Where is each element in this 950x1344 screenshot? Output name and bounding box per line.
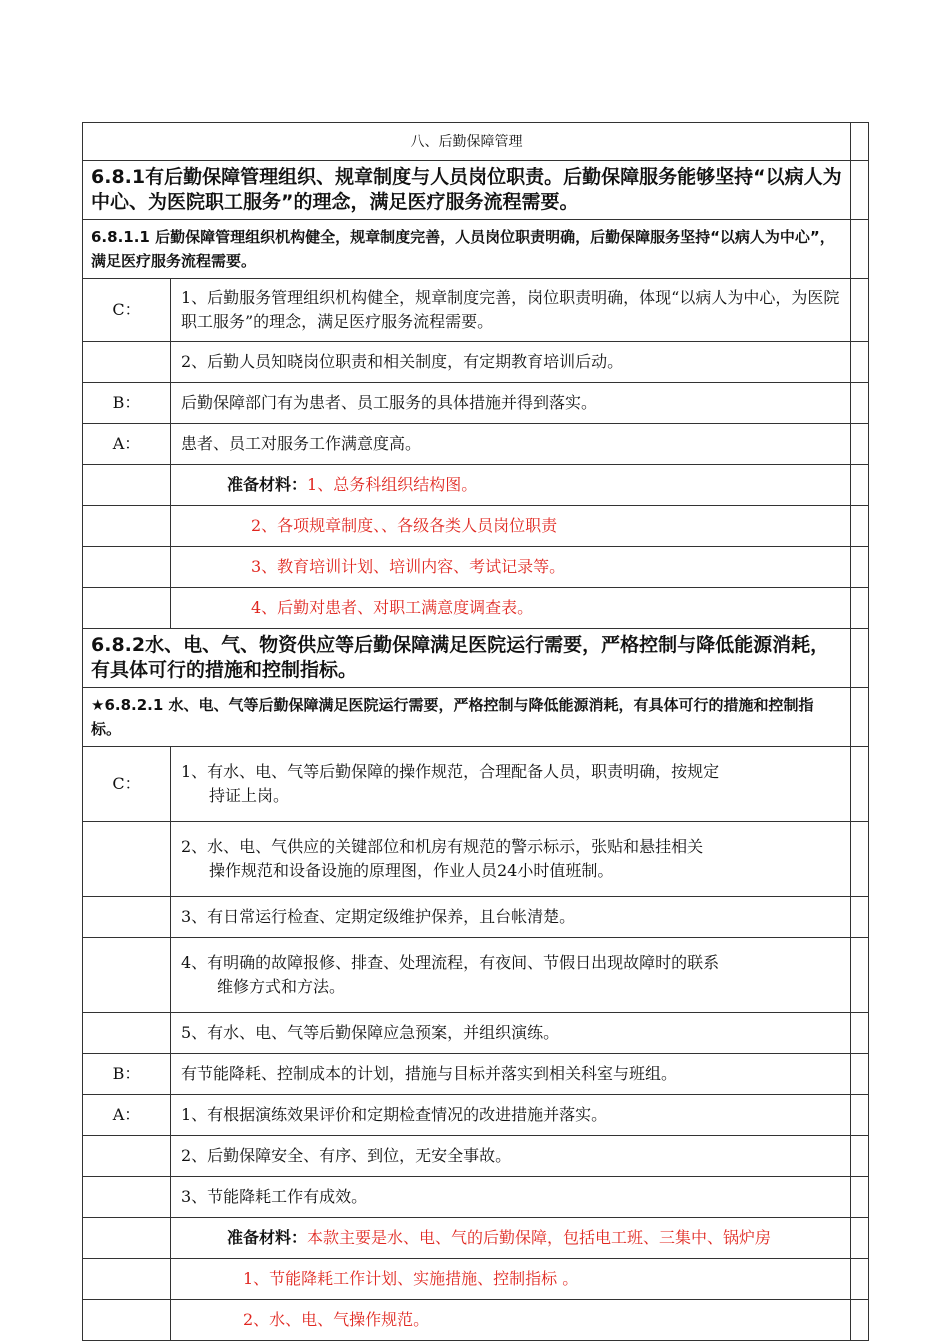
table-row <box>83 1136 869 1177</box>
heading-row <box>83 629 869 688</box>
criterion-text: 1、后勤服务管理组织机构健全，规章制度完善，岗位职责明确，体现“以病人为中心，为医院职工服务”的理念，满足医疗服务流程需要。 <box>171 279 851 342</box>
table-row <box>83 1218 869 1259</box>
materials-row <box>171 465 851 506</box>
materials-item: 3、教育培训计划、培训内容、考试记录等。 <box>171 547 851 588</box>
table-row <box>83 465 869 506</box>
materials-item: 2、水、电、气操作规范。 <box>171 1300 851 1341</box>
subheading-6-8-1-1: 6.8.1.1 后勤保障管理组织机构健全，规章制度完善，人员岗位职责明确，后勤保障服务坚持“以病人为中心”，满足医疗服务流程需要。 <box>83 220 851 279</box>
table-row <box>83 279 869 342</box>
document-table-wrapper <box>82 122 868 1341</box>
grade-label-a: A： <box>83 424 171 465</box>
criterion-text: 患者、员工对服务工作满意度高。 <box>171 424 851 465</box>
materials-item: 1、节能降耗工作计划、实施措施、控制指标 。 <box>171 1259 851 1300</box>
materials-label: 准备材料： <box>227 475 308 494</box>
criterion-text: 3、节能降耗工作有成效。 <box>171 1177 851 1218</box>
table-row <box>83 1013 869 1054</box>
heading-6-8-1: 6.8.1有后勤保障管理组织、规章制度与人员岗位职责。后勤保障服务能够坚持“以病人为中心、为医院职工服务”的理念，满足医疗服务流程需要。 <box>83 161 851 220</box>
heading-row <box>83 161 869 220</box>
table-row <box>83 1054 869 1095</box>
table-row <box>83 547 869 588</box>
criterion-text: 有节能降耗、控制成本的计划，措施与目标并落实到相关科室与班组。 <box>171 1054 851 1095</box>
criterion-text: 1、有根据演练效果评价和定期检查情况的改进措施并落实。 <box>171 1095 851 1136</box>
table-row <box>83 424 869 465</box>
subheading-row <box>83 220 869 279</box>
section-title-row <box>83 123 869 161</box>
materials-intro: 本款主要是水、电、气的后勤保障，包括电工班、三集中、锅炉房 <box>307 1228 772 1247</box>
table-row <box>83 1177 869 1218</box>
table-row <box>83 383 869 424</box>
materials-item: 2、各项规章制度、、各级各类人员岗位职责 <box>171 506 851 547</box>
criterion-text: 3、有日常运行检查、定期定级维护保养，且台帐清楚。 <box>171 897 851 938</box>
heading-6-8-2: 6.8.2水、电、气、物资供应等后勤保障满足医院运行需要，严格控制与降低能源消耗，有具体可行的措施和控制指标。 <box>83 629 851 688</box>
criterion-text: 5、有水、电、气等后勤保障应急预案，并组织演练。 <box>171 1013 851 1054</box>
criterion-text: 1、有水、电、气等后勤保障的操作规范，合理配备人员，职责明确，按规定 持证上岗。 <box>171 747 851 822</box>
standards-table <box>82 122 869 1341</box>
table-row <box>83 822 869 897</box>
subheading-6-8-2-1: ★6.8.2.1 水、电、气等后勤保障满足医院运行需要，严格控制与降低能源消耗，有具体可行的措施和控制指标。 <box>83 688 851 747</box>
subheading-row <box>83 688 869 747</box>
criterion-text: 2、后勤人员知晓岗位职责和相关制度，有定期教育培训后动。 <box>171 342 851 383</box>
table-row <box>83 506 869 547</box>
criterion-text: 2、水、电、气供应的关键部位和机房有规范的警示标示，张贴和悬挂相关 操作规范和设备设施的原理图，作业人员24小时值班制。 <box>171 822 851 897</box>
materials-item: 1、总务科组织结构图。 <box>307 475 478 494</box>
table-row <box>83 342 869 383</box>
grade-label-c: C： <box>83 747 171 822</box>
table-row <box>83 1300 869 1341</box>
materials-row <box>171 1218 851 1259</box>
table-row <box>83 897 869 938</box>
section-title: 八、后勤保障管理 <box>83 123 851 161</box>
materials-item: 4、后勤对患者、对职工满意度调查表。 <box>171 588 851 629</box>
criterion-text: 2、后勤保障安全、有序、到位，无安全事故。 <box>171 1136 851 1177</box>
criterion-text: 后勤保障部门有为患者、员工服务的具体措施并得到落实。 <box>171 383 851 424</box>
grade-label-b: B： <box>83 383 171 424</box>
grade-label-a: A： <box>83 1095 171 1136</box>
table-row <box>83 1095 869 1136</box>
criterion-text: 4、有明确的故障报修、排查、处理流程，有夜间、节假日出现故障时的联系 维修方式和方法。 <box>171 938 851 1013</box>
table-row <box>83 1259 869 1300</box>
grade-label-b: B： <box>83 1054 171 1095</box>
table-row <box>83 747 869 822</box>
grade-label-c: C： <box>83 279 171 342</box>
materials-label: 准备材料： <box>227 1228 308 1247</box>
table-row <box>83 588 869 629</box>
table-row <box>83 938 869 1013</box>
